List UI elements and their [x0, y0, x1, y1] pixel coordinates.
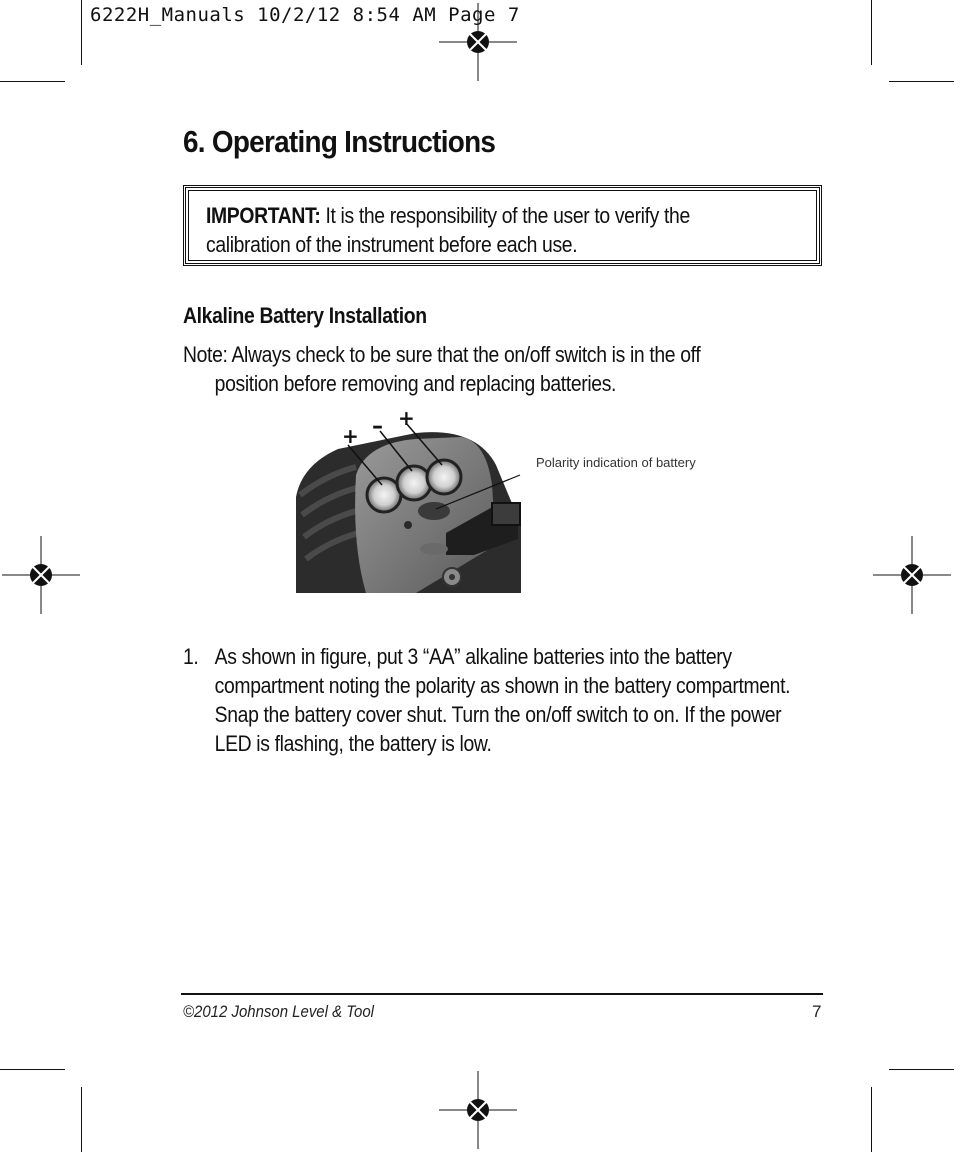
crop-mark-top-right-horizontal — [889, 81, 954, 82]
registration-mark-top-icon — [439, 3, 517, 81]
crop-mark-bottom-right-vertical — [871, 1087, 872, 1152]
crop-mark-bottom-left-horizontal — [0, 1069, 65, 1070]
footer-divider — [181, 993, 823, 995]
step-item — [183, 642, 810, 758]
printer-slug: 6222H_Manuals 10/2/12 8:54 AM Page 7 — [90, 4, 520, 26]
important-notice-text — [206, 201, 743, 259]
footer-page-number: 7 — [812, 1002, 822, 1021]
polarity-middle-label: – — [372, 414, 383, 439]
important-body: It is the responsibility of the user to verify the calibration of the instrument before each use. — [206, 203, 690, 257]
section-title: 6. Operating Instructions — [183, 124, 496, 159]
registration-mark-left-icon — [2, 536, 80, 614]
battery-compartment-figure — [296, 405, 716, 595]
figure-caption: Polarity indication of battery — [536, 455, 696, 470]
crop-mark-top-left-vertical — [81, 0, 82, 65]
battery-note-line-2: position before removing and replacing batteries. — [214, 371, 617, 396]
crop-mark-top-right-vertical — [871, 0, 872, 65]
step-number: 1. — [183, 644, 199, 669]
step-text: As shown in figure, put 3 “AA” alkaline batteries into the battery compartment noting the polarity as shown in the battery compartment. Snap the battery cover shut. Turn the on/off switch to on. If the power LED is flashing, the battery is low. — [214, 644, 791, 756]
important-label: IMPORTANT: — [206, 203, 321, 228]
polarity-right-label: + — [398, 406, 415, 430]
battery-note — [183, 340, 799, 398]
crop-mark-top-left-horizontal — [0, 81, 65, 82]
crop-mark-bottom-right-horizontal — [889, 1069, 954, 1070]
important-notice-box — [183, 185, 822, 266]
registration-mark-bottom-icon — [439, 1071, 517, 1149]
polarity-left-label: + — [342, 424, 359, 448]
crop-mark-bottom-left-vertical — [81, 1087, 82, 1152]
battery-installation-heading: Alkaline Battery Installation — [183, 303, 427, 328]
battery-note-line-1: Note: Always check to be sure that the on/off switch is in the off — [183, 342, 701, 367]
registration-mark-right-icon — [873, 536, 951, 614]
footer-copyright: ©2012 Johnson Level & Tool — [183, 1002, 374, 1021]
